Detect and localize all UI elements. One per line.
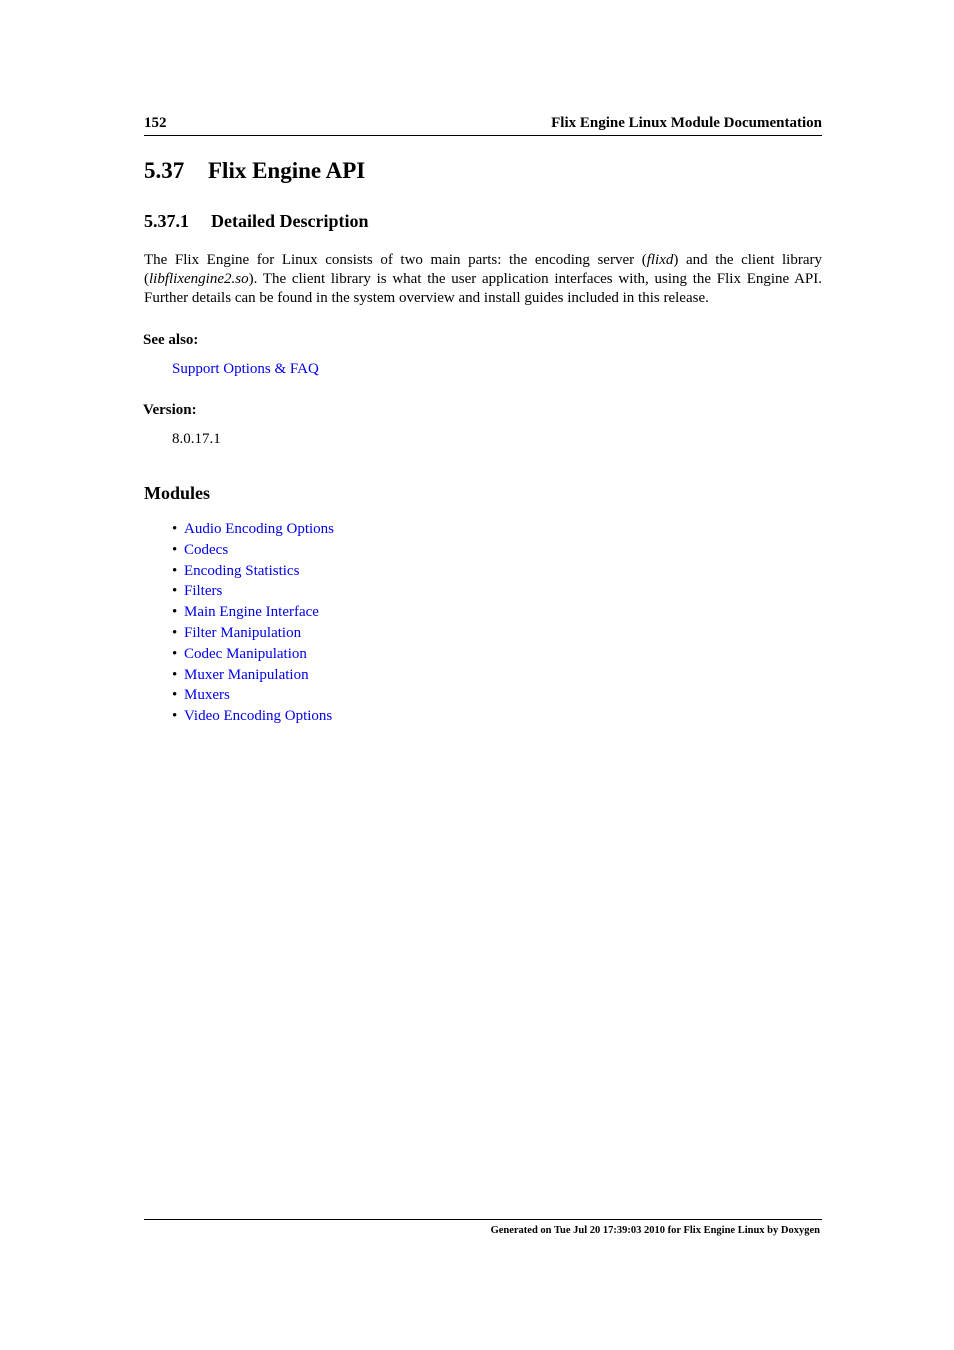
bullet-icon: • (172, 645, 178, 662)
version-label: Version: (143, 402, 197, 418)
version-value: 8.0.17.1 (172, 431, 221, 447)
list-item (172, 623, 334, 644)
header-rule (144, 135, 822, 136)
subsection-title-text: Detailed Description (211, 211, 369, 231)
subsection-number: 5.37.1 (144, 211, 189, 231)
bullet-icon: • (172, 583, 178, 600)
module-link-main-engine-interface[interactable]: Main Engine Interface (184, 604, 319, 621)
server-name: flixd (646, 252, 674, 268)
list-item (172, 644, 334, 665)
bullet-icon: • (172, 624, 178, 641)
bullet-icon: • (172, 687, 178, 704)
bullet-icon: • (172, 562, 178, 579)
subsection-title (144, 209, 368, 233)
module-link-muxers[interactable]: Muxers (184, 687, 230, 704)
list-item (172, 581, 334, 602)
list-item (172, 706, 334, 727)
footer-text: Generated on Tue Jul 20 17:39:03 2010 for Flix Engine Linux by Doxygen (490, 1225, 820, 1236)
bullet-icon: • (172, 541, 178, 558)
list-item (172, 519, 334, 540)
bullet-icon: • (172, 708, 178, 725)
list-item (172, 602, 334, 623)
section-number: 5.37 (144, 158, 185, 183)
modules-title: Modules (144, 483, 211, 503)
module-link-filter-manipulation[interactable]: Filter Manipulation (184, 624, 302, 641)
see-also-body (172, 360, 319, 379)
bullet-icon: • (172, 666, 178, 683)
module-link-audio-encoding-options[interactable]: Audio Encoding Options (184, 521, 334, 537)
running-header (144, 114, 822, 132)
running-title: Flix Engine Linux Module Documentation (551, 115, 822, 131)
section-title (144, 156, 365, 186)
list-item (172, 561, 334, 582)
list-item (172, 685, 334, 706)
modules-list (172, 519, 334, 727)
module-link-encoding-statistics[interactable]: Encoding Statistics (184, 562, 300, 579)
module-link-filters[interactable]: Filters (184, 583, 223, 600)
module-link-codec-manipulation[interactable]: Codec Manipulation (184, 645, 307, 662)
page-number: 152 (144, 115, 167, 131)
footer-rule (144, 1219, 822, 1220)
module-link-video-encoding-options[interactable]: Video Encoding Options (184, 708, 333, 725)
list-item (172, 665, 334, 686)
bullet-icon: • (172, 604, 178, 621)
list-item (172, 540, 334, 561)
see-also-label: See also: (143, 332, 199, 348)
module-link-muxer-manipulation[interactable]: Muxer Manipulation (184, 666, 309, 683)
description-text: ). The client library is what the user application interfaces with, using the Flix Engine API. Further details can be found in the system overview and install guides included in this release. (144, 271, 822, 306)
support-faq-link[interactable]: Support Options & FAQ (172, 361, 319, 377)
library-name: libflixengine2.so (149, 271, 249, 287)
module-link-codecs[interactable]: Codecs (184, 541, 229, 558)
detailed-description (144, 251, 822, 308)
description-text: ) and the client library ( (144, 252, 822, 287)
section-title-text: Flix Engine API (208, 158, 366, 183)
description-text: The Flix Engine for Linux consists of two main parts: the encoding server ( (144, 252, 647, 268)
bullet-icon: • (172, 521, 178, 537)
